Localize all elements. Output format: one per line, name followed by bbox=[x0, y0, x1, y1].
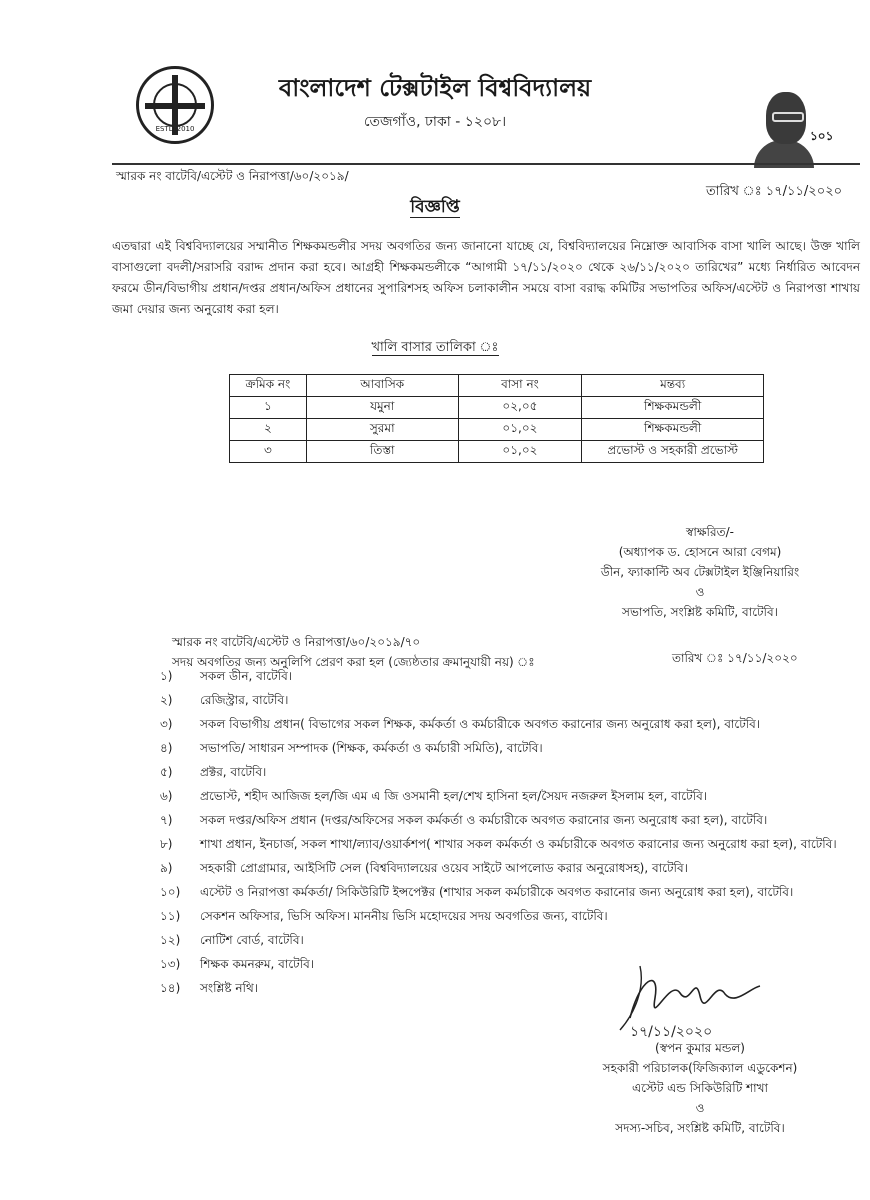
signatory-role: সভাপতি, সংশ্লিষ্ট কমিটি, বাটেবি। bbox=[622, 605, 778, 619]
list-item: ১০) এস্টেট ও নিরাপত্তা কর্মকর্তা/ সিকিউরিটি ইন্সপেক্টর (শাখার সকল কর্মচারীকে অবগত করানোর জন্য অনুরোধ করা হল), বাটেবি। bbox=[160, 885, 794, 899]
col-serial: ক্রমিক নং bbox=[230, 375, 307, 397]
signed-mark: স্বাক্ষরিত/- bbox=[686, 525, 734, 539]
cell: ০১,০২ bbox=[458, 419, 582, 441]
header-divider bbox=[112, 163, 860, 165]
col-residence: আবাসিক bbox=[306, 375, 458, 397]
table-row bbox=[230, 441, 764, 463]
cell: তিস্তা bbox=[306, 441, 458, 463]
vacancy-table bbox=[229, 374, 764, 463]
signatory-name: (অধ্যাপক ড. হোসনে আরা বেগম) bbox=[618, 545, 782, 559]
cell: যমুনা bbox=[306, 397, 458, 419]
cell: ২ bbox=[230, 419, 307, 441]
list-item: ৮) শাখা প্রধান, ইনচার্জ, সকল শাখা/ল্যাব/ওয়ার্কশপ( শাখার সকল কর্মকর্তা ও কর্মচারীকে অবগত করানোর জন্য অনুরোধ করা হল), বাটেবি। bbox=[160, 837, 837, 851]
notice-heading: বিজ্ঞপ্তি bbox=[410, 197, 460, 217]
notice-body: এতদ্বারা এই বিশ্ববিদ্যালয়ের সম্মানীত শিক্ষকমন্ডলীর সদয় অবগতির জন্য জানানো যাচ্ছে যে, বিশ্ববিদ্যালয়ের নিম্নোক্ত আবাসিক বাসা খালি আছে। উক্ত খালি বাসাগুলো বদলী/সরাসরি বরাদ্দ প্রদান করা হবে। আগ্রহী শিক্ষকমন্ডলীকে “আগামী ১৭/১১/২০২০ থেকে ২৬/১১/২০২০ তারিখের” মধ্যে নির্ধারিত আবেদন ফরমে ডীন/বিভাগীয় প্রধান/দপ্তর প্রধান/অফিস প্রধানের সুপারিশসহ অফিস চলাকালীন সময়ে বাসা বরাদ্ধ কমিটির সভাপতির অফিস/এস্টেট ও নিরাপত্তা শাখায় জমা দেয়ার জন্য অনুরোধ করা হল। bbox=[112, 239, 860, 316]
cell: ১ bbox=[230, 397, 307, 419]
cell: ৩ bbox=[230, 441, 307, 463]
table-row bbox=[230, 397, 764, 419]
vacancy-table-caption: খালি বাসার তালিকা ঃ bbox=[371, 340, 499, 355]
list-item: ৩) সকল বিভাগীয় প্রধান( বিভাগের সকল শিক্ষক, কর্মকর্তা ও কর্মচারীকে অবগত করানোর জন্য অনুরোধ করা হল), বাটেবি। bbox=[160, 717, 761, 731]
handwritten-date: ১৭/১১/২০২০ bbox=[630, 1024, 713, 1040]
list-item: ৭) সকল দপ্তর/অফিস প্রধান (দপ্তর/অফিসের সকল কর্মকর্তা ও কর্মচারীকে অবগত করানোর জন্য অনুরোধ করা হল), বাটেবি। bbox=[160, 813, 768, 827]
university-name: বাংলাদেশ টেক্সটাইল বিশ্ববিদ্যালয় bbox=[278, 74, 592, 102]
cell: প্রভোস্ট ও সহকারী প্রভোস্ট bbox=[582, 441, 764, 463]
list-item: ২) রেজিস্ট্রার, বাটেবি। bbox=[160, 693, 289, 707]
col-remarks: মন্তব্য bbox=[582, 375, 764, 397]
list-item: ৬) প্রভোস্ট, শহীদ আজিজ হল/জি এম এ জি ওসমানী হল/শেখ হাসিনা হল/সৈয়দ নজরুল ইসলাম হল, বাটেবি। bbox=[160, 789, 708, 803]
list-item: ১৩) শিক্ষক কমনরুম, বাটেবি। bbox=[160, 957, 315, 971]
copy-list bbox=[160, 667, 860, 1003]
copy-intro: সদয় অবগতির জন্য অনুলিপি প্রেরণ করা হল (জ্যেষ্ঠতার ক্রমানুযায়ী নয়) ঃ bbox=[172, 655, 535, 669]
memo-reference: স্মারক নং বাটেবি/এস্টেট ও নিরাপত্তা/৬০/২০১৯/ bbox=[116, 169, 349, 183]
signatory2-name: (স্বপন কুমার মন্ডল) bbox=[655, 1041, 745, 1055]
table-row bbox=[230, 419, 764, 441]
signatory-conjunction: ও bbox=[695, 585, 705, 599]
table-header-row bbox=[230, 375, 764, 397]
signatory2-unit: এস্টেট এন্ড সিকিউরিটি শাখা bbox=[631, 1081, 769, 1095]
handwritten-signature bbox=[600, 958, 770, 1040]
portrait-mark: ১০১ bbox=[810, 129, 834, 143]
cell: সুরমা bbox=[306, 419, 458, 441]
cell: শিক্ষকমন্ডলী bbox=[582, 419, 764, 441]
list-item: ১১) সেকশন অফিসার, ভিসি অফিস। মাননীয় ভিসি মহোদয়ের সদয় অবগতির জন্য, বাটেবি। bbox=[160, 909, 608, 923]
memo-date: তারিখ ঃ ১৭/১১/২০২০ bbox=[706, 184, 843, 199]
col-house-no: বাসা নং bbox=[458, 375, 582, 397]
university-address: তেজগাঁও, ঢাকা - ১২০৮। bbox=[363, 114, 507, 130]
cell: শিক্ষকমন্ডলী bbox=[582, 397, 764, 419]
mujib-portrait bbox=[752, 88, 848, 170]
copy-memo-reference: স্মারক নং বাটেবি/এস্টেট ও নিরাপত্তা/৬০/২০১৯/৭০ bbox=[172, 635, 421, 649]
signatory-designation: ডীন, ফ্যাকাল্টি অব টেক্সটাইল ইঞ্জিনিয়ারিং bbox=[600, 565, 800, 579]
list-item: ৫) প্রক্টর, বাটেবি। bbox=[160, 765, 267, 779]
cell: ০২,০৫ bbox=[458, 397, 582, 419]
list-item: ১) সকল ডীন, বাটেবি। bbox=[160, 669, 293, 683]
signatory2-designation: সহকারী পরিচালক(ফিজিক্যাল এডুকেশন) bbox=[602, 1061, 798, 1075]
cell: ০১,০২ bbox=[458, 441, 582, 463]
list-item: ১৪) সংশ্লিষ্ট নথি। bbox=[160, 981, 259, 995]
list-item: ৪) সভাপতি/ সাধারন সম্পাদক (শিক্ষক, কর্মকর্তা ও কর্মচারী সমিতি), বাটেবি। bbox=[160, 741, 543, 755]
logo-year: ESTD-2010 bbox=[155, 125, 195, 133]
list-item: ১২) নোটিশ বোর্ড, বাটেবি। bbox=[160, 933, 304, 947]
signatory2-conjunction: ও bbox=[695, 1101, 705, 1115]
copy-memo-date: তারিখ ঃ ১৭/১১/২০২০ bbox=[672, 651, 798, 665]
signatory2-role: সদস্য-সচিব, সংশ্লিষ্ট কমিটি, বাটেবি। bbox=[615, 1121, 785, 1135]
list-item: ৯) সহকারী প্রোগ্রামার, আইসিটি সেল (বিশ্ববিদ্যালয়ের ওয়েব সাইটে আপলোড করার অনুরোধসহ), বাটেবি। bbox=[160, 861, 688, 875]
